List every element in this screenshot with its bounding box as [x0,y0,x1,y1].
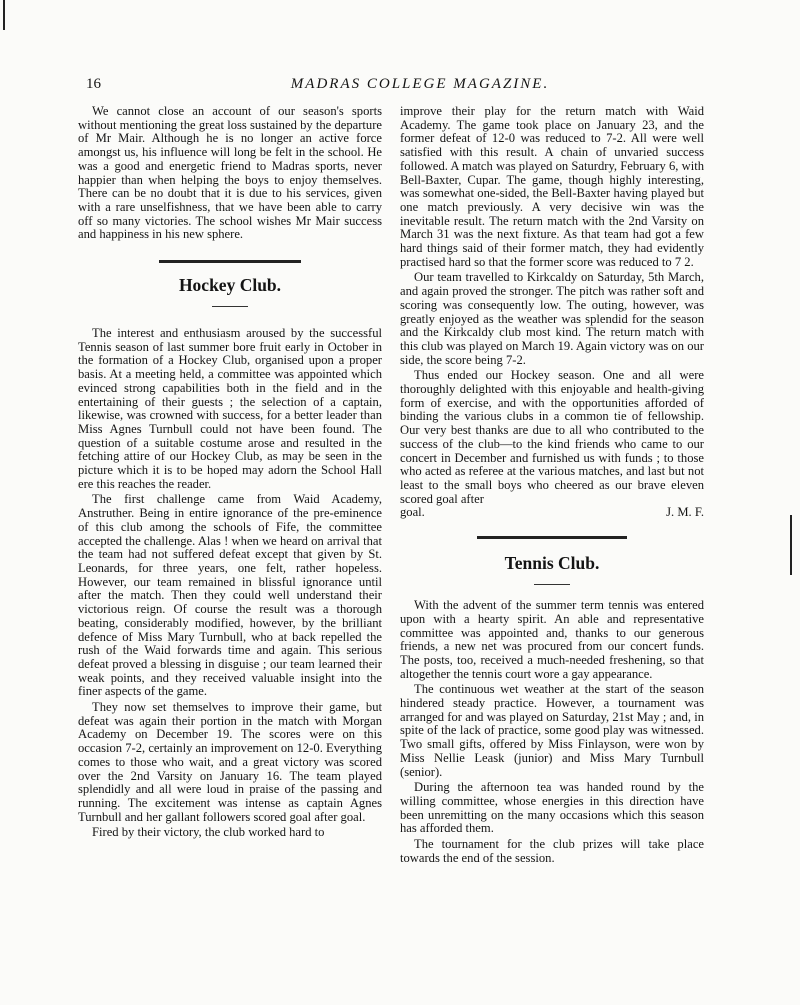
hockey-paragraph: The interest and enthusiasm aroused by the successful Tennis season of last summer bore fruit early in October in the formation of a Hockey Club, organised upon a proper basis. At a meeting held, a committee was appointed which evinced strong capabilities both in the field and in the entertaining of their guests ; the selection of a captain, likewise, was crowned with success, for a better leader than Miss Agnes Turnbull could not have been found. The question of a suitable costume arose and resulted in the fetching attire of our Hockey Club, as may be seen in the picture which it is to be hoped may adorn the School Hall ere this reaches the reader. [78,326,382,491]
section-divider [159,260,301,263]
author-initials: J. M. F. [666,505,704,520]
heading-underline [212,306,248,307]
tennis-paragraph: The tournament for the club prizes will take place towards the end of the session. [400,837,704,865]
page-header [0,76,800,98]
mair-tribute-paragraph: We cannot close an account of our season's sports without mentioning the great loss sustained by the departure of Mr Mair. Although he is no longer an active force amongst us, his influence will long be felt in the school. He was a good and energetic friend to Madras sports, never happier than when helping the boys to enjoy themselves. There can be no doubt that it is due to his services, given with a rare unselfishness, that we have been able to carry off so many victories. The school wishes Mr Mair success and happiness in his new sphere. [78,104,382,242]
running-title: MADRAS COLLEGE MAGAZINE. [290,76,550,92]
hockey-club-heading: Hockey Club. [178,275,282,296]
hockey-paragraph: Fired by their victory, the club worked hard to [92,825,325,840]
hockey-closing-paragraph: Thus ended our Hockey season. One and all were thoroughly delighted with this enjoyable and health-giving form of exercise, and with the opportunities afforded of binding the various clubs in a common tie of fellowship. Our very best thanks are due to all who contributed to the success of the club—to the kind friends who came to our concert in December and furnished us with funds ; to those who acted as referee at the various matches, and last but not least to the small boys who cheered as our brave eleven scored goal after [400,368,704,506]
tennis-paragraph: The continuous wet weather at the start of the season hindered steady practice. However, a tournament was arranged for and was played on Saturday, 21st May ; and, in spite of the lack of practice, some good play was witnessed. Two small gifts, offered by Miss Finlayson, were won by Miss Nellie Leask (junior) and Miss Mary Turnbull (senior). [400,682,704,779]
left-edge-mark [3,0,5,30]
right-column [400,105,704,867]
hockey-continued-paragraph: Our team travelled to Kirkcaldy on Saturday, 5th March, and again proved the stronger. The pitch was rather soft and scoring was consequently low. The outing, however, was greatly enjoyed as the weather was splendid for the season and the Kirkcaldy club most kind. The return match with this club was played on March 19. Again victory was on our side, the score being 7-2. [400,270,704,367]
hockey-continued-paragraph: improve their play for the return match with Waid Academy. The game took place on January 23, and the former defeat of 12-0 was reduced to 7-2. All were well satisfied with this result. A chain of unvaried success followed. A match was played on Saturdry, February 6, with Bell-Baxter, Cupar. The game, though highly interesting, was somewhat one-sided, the Bell-Baxter having played but one match previously. A very decisive win was the inevitable result. The return match with the 2nd Varsity on March 31 was the next fixture. As that team had got a few hard things said of their former match, they had evidently practised hard so that the former score was reduced to 7 2. [400,104,704,269]
tennis-paragraph: With the advent of the summer term tennis was entered upon with a hearty spirit. An able and representative committee was appointed and, thanks to our generous friends, a new net was procured from our concert funds. The posts, too, received a much-needed freshening, so that altogether the tennis court wore a gay appearance. [400,598,704,681]
page-number: 16 [86,76,101,92]
signoff-line [400,506,704,520]
closing-word: goal. [400,505,425,520]
tennis-paragraph: During the afternoon tea was handed round by the willing committee, whose energies in this direction have been unremitting on the many occasions which this season has afforded them. [400,780,704,836]
left-column [78,105,382,842]
heading-underline [534,584,570,585]
section-divider [477,536,627,539]
tennis-club-heading: Tennis Club. [504,553,600,574]
right-margin-mark [790,515,792,575]
hockey-paragraph: They now set themselves to improve their game, but defeat was again their portion in the match with Morgan Academy on December 19. The scores were on this occasion 7-2, certainly an improvement on 12-0. Everything comes to those who wait, and a great victory was scored over the 2nd Varsity on January 16. The team played splendidly and all were loud in praise of the passing and running. The excitement was intense as captain Agnes Turnbull and her gallant followers scored goal after goal. [78,700,382,824]
hockey-paragraph: The first challenge came from Waid Academy, Anstruther. Being in entire ignorance of the pre-eminence of this club among the schools of Fife, the committee accepted the challenge. Alas ! when we heard on arrival that the team had not suffered defeat except that given by St. Leonards, for three years, one felt, rather hopeless. However, our team remained in blissful ignorance until after the match. Then they could well understand their victorious reign. Of course the result was a thorough beating, considerably modified, however, by the brilliant defence of Miss Mary Turnbull, who at back repelled the rush of the Waid forwards time and again. This serious defeat proved a blessing in disguise ; our team learned their weak points, and they received valuable insight into the finer aspects of the game. [78,492,382,699]
